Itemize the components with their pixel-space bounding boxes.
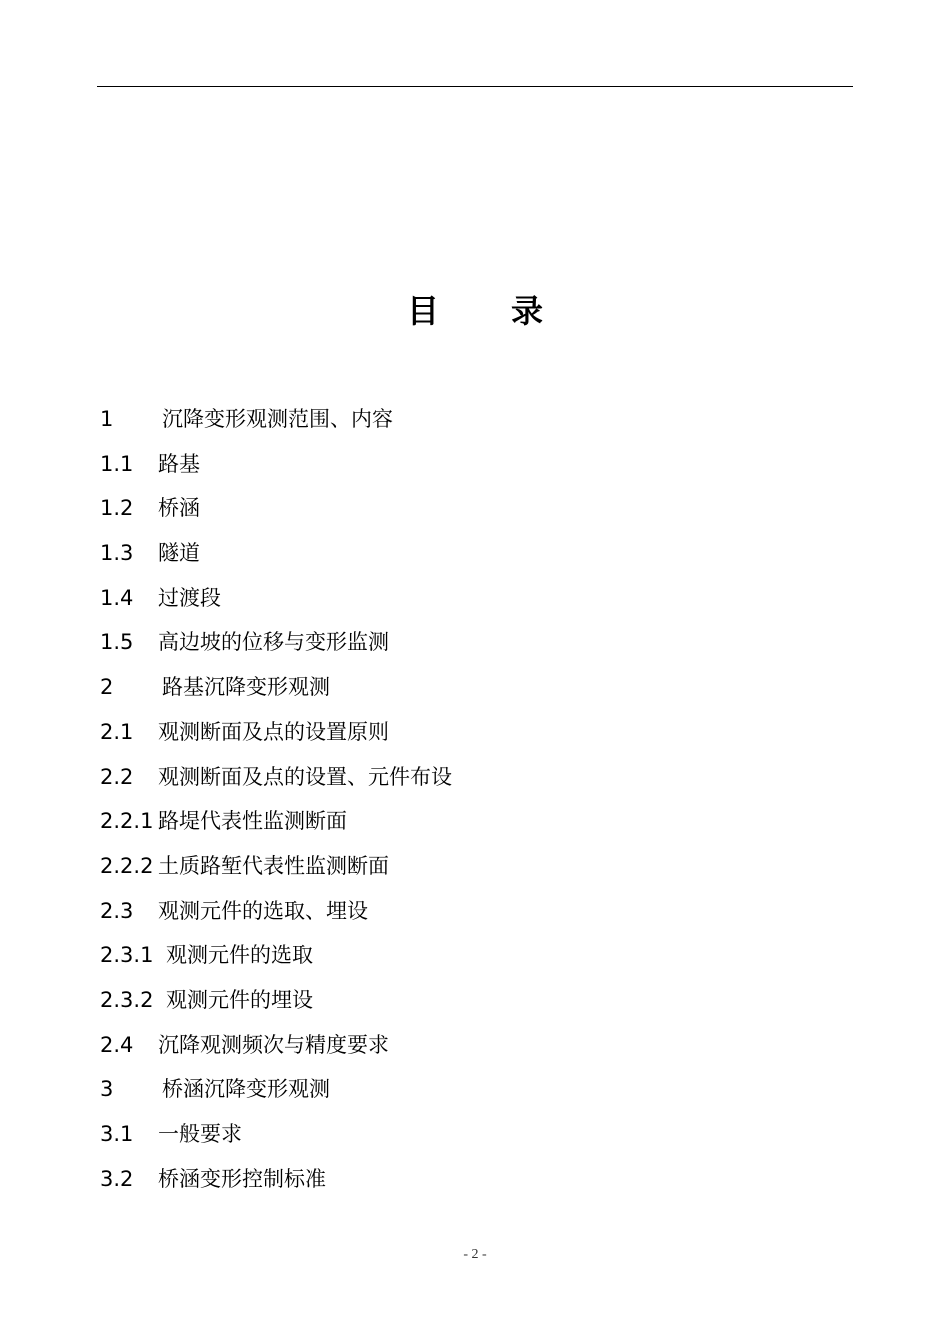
toc-entry-number: 3.1 [100, 1122, 134, 1146]
toc-entry-text: 路堤代表性监测断面 [158, 809, 347, 834]
toc-list [100, 397, 860, 1201]
toc-entry-number: 2.4 [100, 1032, 134, 1057]
toc-entry-number: 2.1 [100, 719, 134, 744]
toc-entry[interactable] [100, 620, 860, 665]
toc-entry-text: 路基沉降变形观测 [162, 675, 330, 700]
toc-entry[interactable] [100, 397, 860, 442]
toc-entry-number: 1.1 [100, 451, 134, 476]
toc-entry-text: 隧道 [158, 541, 200, 566]
toc-title-char-2: 录 [511, 292, 544, 330]
toc-entry-text: 观测断面及点的设置、元件布设 [158, 764, 452, 789]
toc-entry-number: 2.3.2 [100, 987, 154, 1012]
toc-entry[interactable] [100, 576, 860, 621]
header-rule [97, 86, 853, 87]
toc-entry-number: 2.2.1 [100, 809, 154, 834]
toc-entry-text: 路基 [158, 451, 200, 476]
toc-entry[interactable] [100, 889, 860, 934]
toc-entry-number: 3.2 [100, 1166, 134, 1191]
toc-entry-text: 桥涵变形控制标准 [158, 1166, 326, 1191]
toc-entry-text: 桥涵 [158, 496, 200, 521]
toc-entry-number: 1.4 [100, 585, 134, 610]
toc-entry-text: 桥涵沉降变形观测 [162, 1077, 330, 1102]
toc-entry-number: 2 [100, 675, 114, 700]
toc-entry-number: 2.2 [100, 764, 134, 789]
toc-entry-text: 高边坡的位移与变形监测 [158, 630, 389, 655]
toc-entry-text: 土质路堑代表性监测断面 [158, 853, 389, 878]
toc-entry-number: 2.3.1 [100, 943, 154, 968]
toc-entry-number: 1 [100, 407, 114, 431]
toc-entry[interactable] [100, 665, 860, 710]
page-number: - 2 - [463, 1247, 487, 1262]
toc-entry-text: 观测元件的选取 [166, 943, 313, 968]
toc-entry-number: 2.3 [100, 898, 134, 923]
toc-entry-text: 一般要求 [158, 1122, 242, 1146]
toc-entry-text: 观测断面及点的设置原则 [158, 719, 389, 744]
toc-title [0, 288, 950, 334]
toc-entry-number: 1.2 [100, 496, 134, 521]
toc-entry[interactable] [100, 1157, 860, 1202]
toc-entry-number: 3 [100, 1077, 114, 1102]
toc-entry[interactable] [100, 1112, 860, 1157]
toc-entry[interactable] [100, 531, 860, 576]
toc-entry[interactable] [100, 755, 860, 800]
toc-title-char-1: 目 [406, 292, 439, 330]
toc-entry-text: 沉降观测频次与精度要求 [158, 1032, 389, 1057]
toc-entry[interactable] [100, 799, 860, 844]
toc-entry[interactable] [100, 844, 860, 889]
toc-entry-number: 2.2.2 [100, 853, 154, 878]
toc-entry[interactable] [100, 978, 860, 1023]
toc-entry-text: 过渡段 [158, 585, 221, 610]
toc-entry[interactable] [100, 1067, 860, 1112]
toc-entry[interactable] [100, 933, 860, 978]
toc-entry[interactable] [100, 486, 860, 531]
toc-entry-text: 观测元件的选取、埋设 [158, 898, 368, 923]
toc-entry-number: 1.3 [100, 541, 134, 566]
toc-entry[interactable] [100, 442, 860, 487]
toc-entry-text: 观测元件的埋设 [166, 987, 313, 1012]
toc-entry-text: 沉降变形观测范围、内容 [162, 407, 393, 431]
toc-entry[interactable] [100, 710, 860, 755]
toc-entry[interactable] [100, 1023, 860, 1068]
toc-entry-number: 1.5 [100, 630, 134, 655]
